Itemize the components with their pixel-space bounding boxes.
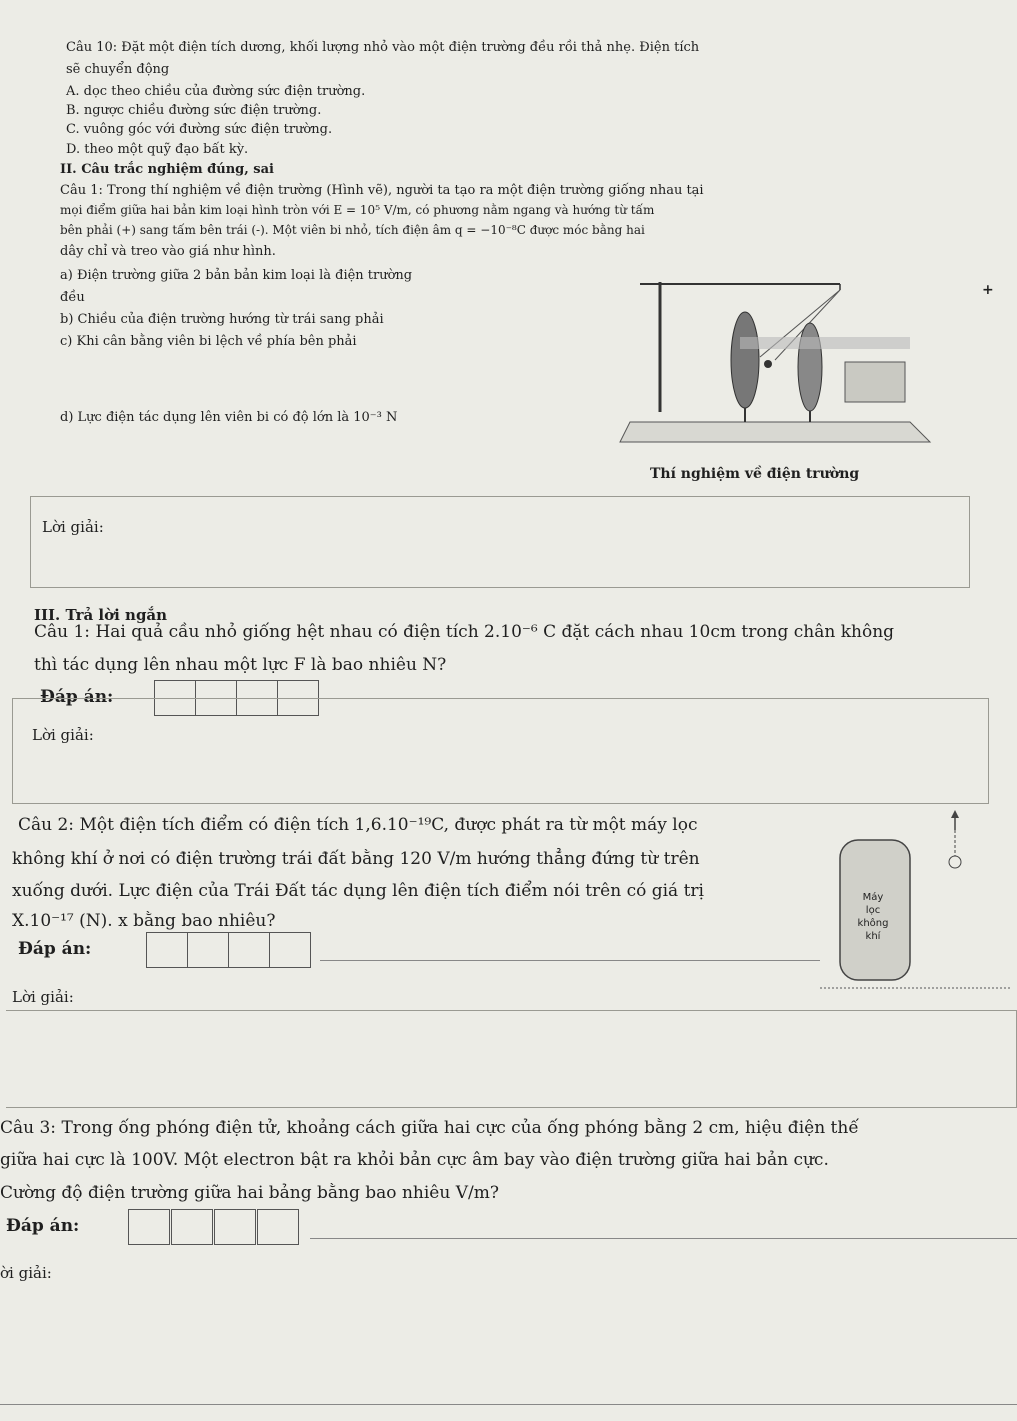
machine-label-4: khí bbox=[865, 931, 881, 942]
figure-plus-mark: + bbox=[982, 282, 994, 298]
section3-heading: III. Trả lời ngắn bbox=[34, 606, 168, 624]
q3-answer-cell[interactable] bbox=[128, 1209, 170, 1245]
section2-cau1-line4: dây chỉ và treo vào giá như hình. bbox=[60, 244, 276, 259]
experiment-figure bbox=[610, 272, 940, 462]
statement-a-cont: đều bbox=[60, 290, 85, 305]
q1-answer-box[interactable] bbox=[12, 698, 989, 804]
q3-line3: Cường độ điện trường giữa hai bảng bằng bao nhiêu V/m? bbox=[0, 1183, 499, 1203]
q2-answer-box[interactable] bbox=[6, 1010, 1017, 1108]
machine-label-2: lọc bbox=[865, 905, 881, 916]
statement-d: d) Lực điện tác dụng lên viên bi có độ lớn là 10⁻³ N bbox=[60, 410, 398, 425]
section2-cau1-line1: Câu 1: Trong thí nghiệm về điện trường (Hình vẽ), người ta tạo ra một điện trường giống nhau tại bbox=[60, 183, 704, 198]
cau10-option-c: C. vuông góc với đường sức điện trường. bbox=[66, 122, 333, 137]
q3-line1: Câu 3: Trong ống phóng điện tử, khoảng cách giữa hai cực của ống phóng bằng 2 cm, hiệu điện thế bbox=[0, 1118, 859, 1138]
cau10-option-a: A. dọc theo chiều của đường sức điện trường. bbox=[66, 84, 366, 99]
q2-answer-cell[interactable] bbox=[146, 932, 188, 968]
q3-dap-an-label: Đáp án: bbox=[6, 1216, 80, 1236]
q3-answer-cell[interactable] bbox=[257, 1209, 299, 1245]
q3-answer-cell[interactable] bbox=[171, 1209, 213, 1245]
q3-answer-row bbox=[0, 1209, 310, 1243]
machine-label-1: Máy bbox=[862, 892, 884, 903]
q1-line2: thì tác dụng lên nhau một lực F là bao nhiêu N? bbox=[34, 655, 447, 675]
machine-label-3: không bbox=[857, 918, 889, 929]
q2-line1: Câu 2: Một điện tích điểm có điện tích 1,6.10⁻¹⁹C, được phát ra từ một máy lọc bbox=[18, 815, 698, 835]
air-purifier-figure bbox=[820, 810, 1015, 990]
q2-answer-rule bbox=[320, 960, 820, 961]
section2-cau1-line2: mọi điểm giữa hai bản kim loại hình tròn với E = 10⁵ V/m, có phương nằm ngang và hướng từ tấm bbox=[60, 203, 655, 217]
statement-c: c) Khi cân bằng viên bi lệch về phía bên phải bbox=[60, 334, 357, 349]
q3-answer-cell[interactable] bbox=[214, 1209, 256, 1245]
q1-line1: Câu 1: Hai quả cầu nhỏ giống hệt nhau có điện tích 2.10⁻⁶ C đặt cách nhau 10cm trong chân không bbox=[34, 622, 895, 642]
q3-line2: giữa hai cực là 100V. Một electron bật ra khỏi bản cực âm bay vào điện trường giữa hai bản cực. bbox=[0, 1150, 829, 1170]
q2-answer-cell[interactable] bbox=[269, 932, 311, 968]
q2-answer-cell[interactable] bbox=[228, 932, 270, 968]
q2-line3: xuống dưới. Lực điện của Trái Đất tác dụng lên điện tích điểm nói trên có giá trị bbox=[12, 881, 704, 901]
section2-heading: II. Câu trắc nghiệm đúng, sai bbox=[60, 162, 274, 177]
section2-loi-giai: Lời giải: bbox=[42, 518, 104, 536]
q2-answer-row bbox=[12, 932, 317, 966]
q2-loi-giai: Lời giải: bbox=[12, 988, 74, 1006]
cau10-stem-2: sẽ chuyển động bbox=[66, 62, 170, 77]
q1-dap-an-label: Đáp án: bbox=[40, 687, 114, 707]
statement-b: b) Chiều của điện trường hướng từ trái sang phải bbox=[60, 312, 384, 327]
q3-loi-giai: ời giải: bbox=[0, 1264, 52, 1282]
q2-dap-an-label: Đáp án: bbox=[18, 939, 92, 959]
cau10-stem-1: Câu 10: Đặt một điện tích dương, khối lượng nhỏ vào một điện trường đều rồi thả nhẹ. Điện tích bbox=[66, 40, 700, 55]
section2-answer-box[interactable] bbox=[30, 496, 970, 588]
q3-answer-rule bbox=[310, 1238, 1017, 1239]
statement-a: a) Điện trường giữa 2 bản bản kim loại là điện trường bbox=[60, 268, 413, 283]
q2-line2: không khí ở nơi có điện trường trái đất bằng 120 V/m hướng thẳng đứng từ trên bbox=[12, 849, 700, 869]
q3-bottom-rule bbox=[0, 1404, 1017, 1405]
section2-cau1-line3: bên phải (+) sang tấm bên trái (-). Một viên bi nhỏ, tích điện âm q = −10⁻⁸C được móc bằng hai bbox=[60, 223, 645, 237]
q2-line4: X.10⁻¹⁷ (N). x bằng bao nhiêu? bbox=[12, 911, 276, 931]
cau10-option-b: B. ngược chiều đường sức điện trường. bbox=[66, 103, 322, 118]
q2-answer-cell[interactable] bbox=[187, 932, 229, 968]
figure-caption: Thí nghiệm về điện trường bbox=[650, 466, 860, 482]
cau10-option-d: D. theo một quỹ đạo bất kỳ. bbox=[66, 142, 249, 157]
q1-loi-giai: Lời giải: bbox=[32, 726, 94, 744]
